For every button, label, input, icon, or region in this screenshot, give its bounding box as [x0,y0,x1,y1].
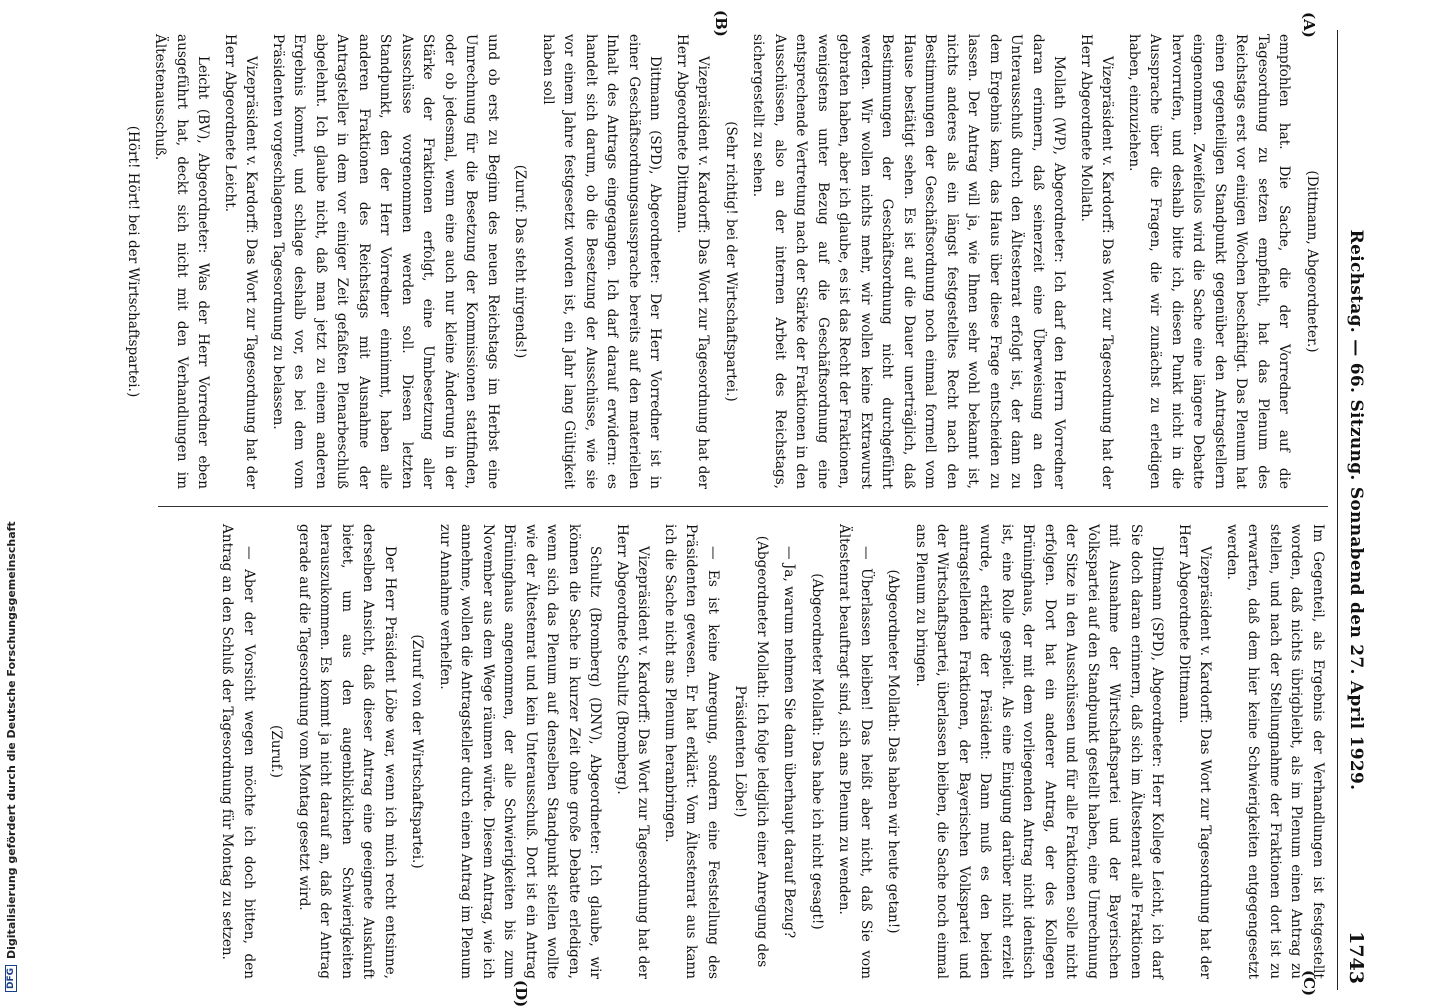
speech-paragraph: Dittmann (SPD), Abgeordneter: Der Herr Vorredner ist in einer Geschäftsordnungsaussprache bereits auf den materiellen Inhalt des Antrags eingegangen. Ich darf darauf erwidern: es handelt sich darum, ob die Besetzung der Ausschüsse, wie sie vor einem Jahre festgesetzt worden ist, ein Jahr lang Gültigkeit haben soll [540,34,664,489]
interjection: (Zuruf: Das steht nirgends!) [512,164,529,359]
margin-mark-a: (A) [1300,12,1318,38]
paragraph: Der Herr Präsident Löbe war, wenn ich mich recht entsinne, derselben Ansicht, daß dieser Antrag eine geeignete Auskunft bietet, um aus den augenblicklichen Schwierigkeiten herauszukommen. Es kommt ja nicht darauf an, daß der Antrag gerade auf die Tagesordnung vom Montag gesetzt wird. [296,524,398,979]
interjection: (Abgeordneter Mollath: Das haben wir heute getan!) [885,569,902,934]
president-call: Vizepräsident v. Kardorff: Das Wort zur Tagesordnung hat der Herr Abgeordnete Schultz (Bromberg). [614,524,652,979]
president-call: Vizepräsident v. Kardorff: Das Wort zur Tagesordnung hat der Herr Abgeordnete Mollath. [1078,34,1116,489]
interjection: (Abgeordneter Mollath: Das habe ich nicht gesagt!) [809,573,825,930]
president-call: Vizepräsident v. Kardorff: Das Wort zur Tagesordnung hat der Herr Abgeordnete Dittmann. [1176,524,1214,979]
president-call: Vizepräsident v. Kardorff: Das Wort zur Tagesordnung hat der Herr Abgeordnete Dittmann. [674,34,712,489]
column-divider [158,506,1328,507]
margin-mark-b: (B) [712,10,730,37]
interjection: (Zuruf von der Wirtschaftspartei.) [409,634,426,869]
page-number: 1743 [1345,931,1367,984]
paragraph: und ob erst zu Beginn des neuen Reichstags im Herbst eine Umrechnung für die Besetzung der Kommissionen stattfinden, oder ob jedesmal, wenn eine auch nur kleine Änderung in der Stärke der Fraktionen erfolgt, eine Umbesetzung aller Ausschüsse vorgenommen werden soll. Diesen letzten Standpunkt, den der Herr Vorredner einnimmt, haben alle anderen Fraktionen des Reichstags mit Ausnahme der Antragsteller in dem vor einiger Zeit gefaßten Plenarbeschluß abgelehnt. Ich glaube nicht, daß man jetzt zu einem anderen Ergebnis kommt, und schlage deshalb vor, es bei dem vom Präsidenten vorgeschlagenen Tagesordnung zu belassen. [270,34,501,489]
paragraph: — Aber der Vorsicht wegen möchte ich doch bitten, den Antrag an den Schluß der Tagesordnung für Montag zu setzen. [219,524,257,979]
margin-mark-c: (C) [1300,970,1318,997]
left-text-column [125,34,1328,489]
right-text-column [158,524,1328,979]
interjection: (Sehr richtig! bei der Wirtschaftspartei.) [723,121,739,402]
speech-paragraph: Schultz (Bromberg) (DNV), Abgeordneter: Ich glaube, wir können die Sache in kurzer Zeit ohne große Debatte erledigen, wenn sich das Plenum auf denselben Standpunkt stellen wollte wie der Ältestenrat und kein Unterausschuß. Dort ist ein Antrag Brüninghaus angenommen, der alle Schwierigkeiten bis zum November aus dem Wege räumen würde. Diesem Antrag, wie ich annehme, wollen die Antragsteller durch einen Antrag im Plenum zur Annahme verhelfen. [437,524,604,979]
interjection: (Zuruf.) [268,725,285,778]
paragraph: — Es ist keine Anregung, sondern eine Feststellung des Präsidenten gewesen. Er hat erklärt: Vom Ältestenrat aus kann ich die Sache nicht ans Plenum heranbringen. [662,524,721,979]
speech-paragraph: Dittmann (SPD), Abgeordneter: Herr Kollege Leicht, ich darf Sie doch daran erinnern, daß sich im Ältestenrat alle Fraktionen mit Ausnahme der Wirtschaftspartei und der Bayerischen Volkspartei auf den Standpunkt gestellt haben, eine Umrechnung der Sitze in den Ausschüssen und für alle Fraktionen solle nicht erfolgen. Dort hat ein anderer Antrag, der des Kollegen Brüninghaus, der mit dem vorliegenden Antrag nicht identisch ist, eine Rolle gespielt. Als eine Einigung darüber nicht erzielt wurde, erklärte der Präsident: Dann muß es den beiden antragstellenden Fraktionen, der Bayerischen Volkspartei und der Wirtschaftspartei, überlassen bleiben, die Sache noch einmal ans Plenum zu bringen. [913,524,1166,979]
dfg-logo: DFG [5,965,17,992]
rotated-page [125,10,1370,1007]
speech-paragraph: Leicht (BV), Abgeordneter: Was der Herr Vorredner eben ausgeführt hat, deckt sich nicht mit den Verhandlungen im Ältestenausschuß. [152,34,212,489]
paragraph: — Ja, warum nehmen Sie dann überhaupt darauf Bezug? [781,546,798,939]
president-call: Vizepräsident v. Kardorff: Das Wort zur Tagesordnung hat der Herr Abgeordnete Leicht. [222,34,260,489]
paragraph: — Überlassen bleiben! Das heißt aber nicht, daß Sie vom Ältestenrat beauftragt sind, sich ans Plenum zu wenden. [836,524,874,979]
paragraph: Im Gegenteil, als Ergebnis der Verhandlungen ist festgestellt worden, daß nichts übrigbleibt, als im Plenum einen Antrag zu stellen, und nach der Stellungnahme der Fraktionen dort ist zu erwarten, daß dem hier keine Schwierigkeiten entgegengesetzt werden. [1224,524,1326,979]
margin-mark-d: (D) [512,980,530,1007]
speech-paragraph: Mollath (WP), Abgeordneter: Ich darf den Herrn Vorredner daran erinnern, daß seinerzeit eine Überweisung an den Unterausschuß durch den Ältestenrat erfolgt ist, der dann zu dem Ergebnis kam, das Haus über diese Frage entscheiden zu lassen. Der Antrag will ja, wie Ihnen sehr wohl bekannt ist, nichts anderes als ein längst festgestelltes Recht nach den Bestimmungen der Geschäftsordnung noch einmal formell vom Hause bestätigt sehen. Es ist auf die Dauer unerträglich, daß Bestimmungen der Geschäftsordnung nicht durchgeführt werden. Wir wollen nichts mehr, wir wollen keine Extrawurst gebraten haben, aber ich glaube, es ist das Recht der Fraktionen, wenigstens unter Bezug auf die Geschäftsordnung eine entsprechende Vertretung nach der Stärke der Fraktionen in den Ausschüssen, also an der internen Arbeit des Reichstags, sichergestellt zu sehen. [750,34,1068,489]
page-header-title: Reichstag. — 66. Sitzung. Sonnabend den 27. April 1929. [1346,229,1366,791]
paragraph: empfohlen hat. Die Sache, die der Vorredner auf die Tagesordnung zu setzen empfiehlt, hat das Plenum des Reichstags erst vor einigen Wochen beschäftigt. Das Plenum hat einen gegenteiligen Standpunkt gegenüber den Antragstellern eingenommen. Zweifellos wird die Sache eine längere Debatte hervorrufen, und deshalb bitte ich, diesen Punkt nicht in die Aussprache über die Fragen, die wir zunächst zu erledigen haben, einzuziehen. [1126,34,1293,489]
credit-text: Digitalisierung gefördert durch die Deutsche Forschungsgemeinschaft [4,521,18,959]
interjection: (Abgeordneter Mollath: Ich folge lediglich einer Anregung des Präsidenten Löbe!) [732,535,770,968]
digitization-credit [0,0,22,1000]
running-head [1337,30,1370,990]
speaker-continuation: (Dittmann, Abgeordneter.) [1304,170,1320,353]
interjection: (Hört! Hört! bei der Wirtschaftspartei.) [125,125,141,398]
